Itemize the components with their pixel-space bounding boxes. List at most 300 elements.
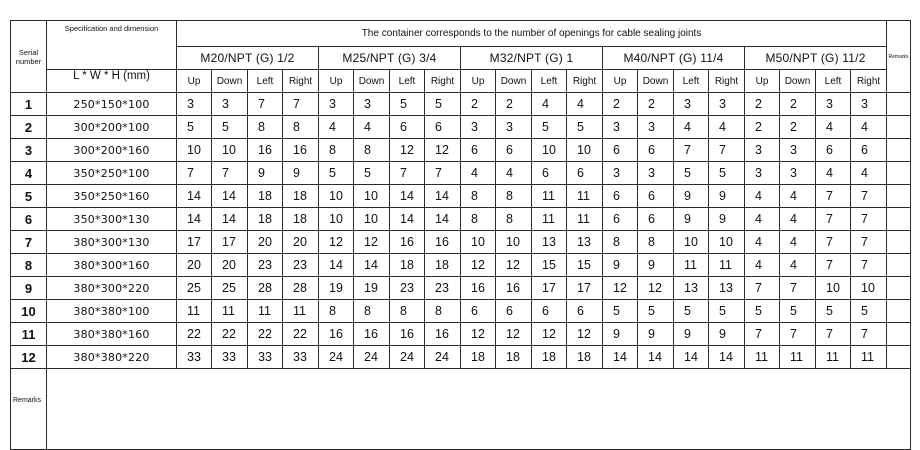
opening-count-cell: 10 xyxy=(461,231,496,254)
opening-count-cell: 14 xyxy=(709,346,745,369)
opening-count-cell: 6 xyxy=(496,139,532,162)
opening-count-cell: 6 xyxy=(532,162,567,185)
thread-size-header: M25/NPT (G) 3/4 xyxy=(319,47,461,70)
opening-count-cell: 11 xyxy=(212,300,248,323)
opening-count-cell: 4 xyxy=(816,116,851,139)
header-row-directions xyxy=(11,70,911,93)
opening-count-cell: 9 xyxy=(248,162,283,185)
opening-count-cell: 5 xyxy=(567,116,603,139)
opening-count-cell: 16 xyxy=(319,323,354,346)
opening-count-cell: 19 xyxy=(354,277,390,300)
opening-count-cell: 8 xyxy=(319,300,354,323)
opening-count-cell: 16 xyxy=(390,231,425,254)
opening-count-cell: 7 xyxy=(780,277,816,300)
opening-count-cell: 7 xyxy=(816,231,851,254)
opening-count-cell: 12 xyxy=(461,323,496,346)
opening-count-cell: 3 xyxy=(638,162,674,185)
opening-count-cell: 12 xyxy=(496,323,532,346)
row-remarks-cell xyxy=(887,277,911,300)
serial-cell: 7 xyxy=(11,231,47,254)
opening-count-cell: 33 xyxy=(212,346,248,369)
remarks-column-header: Remarks xyxy=(887,21,911,93)
opening-count-cell: 2 xyxy=(496,93,532,116)
lwh-header: L * W * H (mm) xyxy=(47,70,177,93)
opening-count-cell: 19 xyxy=(319,277,354,300)
opening-count-cell: 7 xyxy=(816,254,851,277)
opening-count-cell: 14 xyxy=(212,208,248,231)
opening-count-cell: 4 xyxy=(319,116,354,139)
opening-count-cell: 3 xyxy=(603,162,638,185)
opening-count-cell: 4 xyxy=(816,162,851,185)
opening-count-cell: 5 xyxy=(354,162,390,185)
direction-header-down: Down xyxy=(354,70,390,93)
opening-count-cell: 7 xyxy=(283,93,319,116)
opening-count-cell: 4 xyxy=(851,116,887,139)
opening-count-cell: 8 xyxy=(354,139,390,162)
opening-count-cell: 5 xyxy=(532,116,567,139)
header-row-title xyxy=(11,21,911,47)
opening-count-cell: 7 xyxy=(425,162,461,185)
opening-count-cell: 18 xyxy=(425,254,461,277)
dimension-cell: 250*150*100 xyxy=(47,93,177,116)
opening-count-cell: 23 xyxy=(283,254,319,277)
opening-count-cell: 8 xyxy=(638,231,674,254)
opening-count-cell: 10 xyxy=(212,139,248,162)
direction-header-up: Up xyxy=(177,70,212,93)
opening-count-cell: 12 xyxy=(603,277,638,300)
opening-count-cell: 6 xyxy=(567,162,603,185)
opening-count-cell: 4 xyxy=(745,185,780,208)
direction-header-right: Right xyxy=(283,70,319,93)
row-remarks-cell xyxy=(887,346,911,369)
opening-count-cell: 3 xyxy=(709,93,745,116)
direction-header-right: Right xyxy=(709,70,745,93)
thread-size-header: M50/NPT (G) 11/2 xyxy=(745,47,887,70)
opening-count-cell: 14 xyxy=(212,185,248,208)
opening-count-cell: 12 xyxy=(354,231,390,254)
opening-count-cell: 23 xyxy=(425,277,461,300)
direction-header-right: Right xyxy=(851,70,887,93)
opening-count-cell: 9 xyxy=(638,254,674,277)
opening-count-cell: 4 xyxy=(674,116,709,139)
opening-count-cell: 3 xyxy=(461,116,496,139)
opening-count-cell: 6 xyxy=(603,185,638,208)
row-remarks-cell xyxy=(887,139,911,162)
opening-count-cell: 13 xyxy=(567,231,603,254)
specification-label: Specification and dimension xyxy=(64,24,159,33)
opening-count-cell: 4 xyxy=(780,208,816,231)
opening-count-cell: 24 xyxy=(390,346,425,369)
opening-count-cell: 15 xyxy=(567,254,603,277)
opening-count-cell: 18 xyxy=(567,346,603,369)
dimension-cell: 380*380*160 xyxy=(47,323,177,346)
opening-count-cell: 7 xyxy=(390,162,425,185)
thread-size-header: M40/NPT (G) 11/4 xyxy=(603,47,745,70)
opening-count-cell: 8 xyxy=(496,185,532,208)
opening-count-cell: 20 xyxy=(248,231,283,254)
direction-header-left: Left xyxy=(390,70,425,93)
opening-count-cell: 13 xyxy=(532,231,567,254)
table-row xyxy=(11,208,911,231)
opening-count-cell: 12 xyxy=(638,277,674,300)
opening-count-cell: 17 xyxy=(532,277,567,300)
serial-cell: 9 xyxy=(11,277,47,300)
openings-title: The container corresponds to the number of openings for cable sealing joints xyxy=(177,21,887,47)
direction-header-left: Left xyxy=(532,70,567,93)
opening-count-cell: 7 xyxy=(851,323,887,346)
opening-count-cell: 4 xyxy=(532,93,567,116)
opening-count-cell: 8 xyxy=(461,208,496,231)
opening-count-cell: 9 xyxy=(638,323,674,346)
opening-count-cell: 16 xyxy=(248,139,283,162)
opening-count-cell: 10 xyxy=(816,277,851,300)
opening-count-cell: 12 xyxy=(461,254,496,277)
opening-count-cell: 14 xyxy=(674,346,709,369)
table-row xyxy=(11,277,911,300)
opening-count-cell: 6 xyxy=(603,208,638,231)
opening-count-cell: 16 xyxy=(425,323,461,346)
opening-count-cell: 3 xyxy=(745,162,780,185)
opening-count-cell: 14 xyxy=(390,185,425,208)
opening-count-cell: 6 xyxy=(496,300,532,323)
opening-count-cell: 5 xyxy=(177,116,212,139)
opening-count-cell: 3 xyxy=(319,93,354,116)
direction-header-down: Down xyxy=(780,70,816,93)
opening-count-cell: 11 xyxy=(567,208,603,231)
opening-count-cell: 9 xyxy=(603,254,638,277)
opening-count-cell: 12 xyxy=(319,231,354,254)
opening-count-cell: 6 xyxy=(851,139,887,162)
opening-count-cell: 11 xyxy=(177,300,212,323)
opening-count-cell: 3 xyxy=(354,93,390,116)
opening-count-cell: 23 xyxy=(248,254,283,277)
opening-count-cell: 2 xyxy=(603,93,638,116)
opening-count-cell: 7 xyxy=(709,139,745,162)
opening-count-cell: 14 xyxy=(638,346,674,369)
opening-count-cell: 7 xyxy=(212,162,248,185)
opening-count-cell: 4 xyxy=(780,185,816,208)
opening-count-cell: 17 xyxy=(212,231,248,254)
opening-count-cell: 11 xyxy=(745,346,780,369)
opening-count-cell: 5 xyxy=(709,162,745,185)
table-row xyxy=(11,300,911,323)
opening-count-cell: 6 xyxy=(461,139,496,162)
opening-count-cell: 25 xyxy=(177,277,212,300)
opening-count-cell: 7 xyxy=(851,254,887,277)
opening-count-cell: 11 xyxy=(567,185,603,208)
direction-header-down: Down xyxy=(638,70,674,93)
opening-count-cell: 10 xyxy=(709,231,745,254)
opening-count-cell: 6 xyxy=(816,139,851,162)
opening-count-cell: 5 xyxy=(603,300,638,323)
opening-count-cell: 10 xyxy=(319,185,354,208)
direction-header-left: Left xyxy=(674,70,709,93)
dimension-cell: 350*300*130 xyxy=(47,208,177,231)
opening-count-cell: 4 xyxy=(745,208,780,231)
opening-count-cell: 14 xyxy=(177,208,212,231)
opening-count-cell: 4 xyxy=(780,231,816,254)
opening-count-cell: 4 xyxy=(709,116,745,139)
row-remarks-cell xyxy=(887,208,911,231)
table-row xyxy=(11,323,911,346)
opening-count-cell: 3 xyxy=(212,93,248,116)
cable-gland-opening-table xyxy=(10,20,911,450)
opening-count-cell: 22 xyxy=(248,323,283,346)
opening-count-cell: 7 xyxy=(816,323,851,346)
opening-count-cell: 5 xyxy=(638,300,674,323)
opening-count-cell: 11 xyxy=(816,346,851,369)
opening-count-cell: 13 xyxy=(709,277,745,300)
remarks-row xyxy=(11,369,911,450)
direction-header-up: Up xyxy=(603,70,638,93)
opening-count-cell: 17 xyxy=(177,231,212,254)
opening-count-cell: 24 xyxy=(354,346,390,369)
opening-count-cell: 11 xyxy=(532,185,567,208)
opening-count-cell: 3 xyxy=(780,162,816,185)
opening-count-cell: 8 xyxy=(248,116,283,139)
table-row xyxy=(11,116,911,139)
opening-count-cell: 11 xyxy=(674,254,709,277)
opening-count-cell: 9 xyxy=(709,185,745,208)
opening-count-cell: 8 xyxy=(319,139,354,162)
row-remarks-cell xyxy=(887,254,911,277)
serial-cell: 2 xyxy=(11,116,47,139)
opening-count-cell: 18 xyxy=(283,185,319,208)
opening-count-cell: 14 xyxy=(603,346,638,369)
direction-header-right: Right xyxy=(567,70,603,93)
opening-count-cell: 11 xyxy=(283,300,319,323)
opening-count-cell: 12 xyxy=(532,323,567,346)
opening-count-cell: 5 xyxy=(780,300,816,323)
opening-count-cell: 16 xyxy=(461,277,496,300)
opening-count-cell: 7 xyxy=(248,93,283,116)
opening-count-cell: 2 xyxy=(780,116,816,139)
opening-count-cell: 2 xyxy=(461,93,496,116)
opening-count-cell: 7 xyxy=(816,185,851,208)
direction-header-down: Down xyxy=(496,70,532,93)
table-row xyxy=(11,162,911,185)
opening-count-cell: 18 xyxy=(248,208,283,231)
opening-count-cell: 5 xyxy=(390,93,425,116)
opening-count-cell: 22 xyxy=(283,323,319,346)
opening-count-cell: 8 xyxy=(425,300,461,323)
opening-count-cell: 10 xyxy=(496,231,532,254)
opening-count-cell: 10 xyxy=(177,139,212,162)
opening-count-cell: 6 xyxy=(390,116,425,139)
opening-count-cell: 9 xyxy=(709,323,745,346)
opening-count-cell: 8 xyxy=(603,231,638,254)
opening-count-cell: 20 xyxy=(283,231,319,254)
opening-count-cell: 5 xyxy=(674,300,709,323)
opening-count-cell: 4 xyxy=(745,231,780,254)
opening-count-cell: 16 xyxy=(283,139,319,162)
opening-count-cell: 4 xyxy=(461,162,496,185)
opening-count-cell: 9 xyxy=(283,162,319,185)
opening-count-cell: 8 xyxy=(390,300,425,323)
opening-count-cell: 4 xyxy=(354,116,390,139)
specification-header xyxy=(47,21,177,70)
serial-cell: 8 xyxy=(11,254,47,277)
opening-count-cell: 7 xyxy=(851,231,887,254)
direction-header-left: Left xyxy=(248,70,283,93)
dimension-cell: 350*250*160 xyxy=(47,185,177,208)
opening-count-cell: 16 xyxy=(390,323,425,346)
opening-count-cell: 33 xyxy=(177,346,212,369)
direction-header-down: Down xyxy=(212,70,248,93)
opening-count-cell: 10 xyxy=(319,208,354,231)
opening-count-cell: 7 xyxy=(851,208,887,231)
opening-count-cell: 2 xyxy=(745,93,780,116)
opening-count-cell: 12 xyxy=(567,323,603,346)
opening-count-cell: 9 xyxy=(674,185,709,208)
serial-cell: 4 xyxy=(11,162,47,185)
opening-count-cell: 8 xyxy=(496,208,532,231)
thread-size-header: M20/NPT (G) 1/2 xyxy=(177,47,319,70)
serial-cell: 10 xyxy=(11,300,47,323)
opening-count-cell: 11 xyxy=(248,300,283,323)
opening-count-cell: 3 xyxy=(496,116,532,139)
opening-count-cell: 12 xyxy=(390,139,425,162)
opening-count-cell: 15 xyxy=(532,254,567,277)
row-remarks-cell xyxy=(887,185,911,208)
opening-count-cell: 6 xyxy=(461,300,496,323)
opening-count-cell: 12 xyxy=(425,139,461,162)
opening-count-cell: 2 xyxy=(780,93,816,116)
serial-number-label: Serial number xyxy=(15,47,42,66)
opening-count-cell: 5 xyxy=(212,116,248,139)
row-remarks-cell xyxy=(887,300,911,323)
opening-count-cell: 4 xyxy=(496,162,532,185)
opening-count-cell: 14 xyxy=(390,208,425,231)
table-row xyxy=(11,139,911,162)
opening-count-cell: 5 xyxy=(851,300,887,323)
opening-count-cell: 28 xyxy=(248,277,283,300)
opening-count-cell: 9 xyxy=(674,323,709,346)
serial-cell: 5 xyxy=(11,185,47,208)
table-row xyxy=(11,254,911,277)
opening-count-cell: 18 xyxy=(390,254,425,277)
opening-count-cell: 6 xyxy=(638,139,674,162)
opening-count-cell: 6 xyxy=(532,300,567,323)
opening-count-cell: 12 xyxy=(496,254,532,277)
opening-count-cell: 14 xyxy=(425,185,461,208)
row-remarks-cell xyxy=(887,162,911,185)
dimension-cell: 380*300*220 xyxy=(47,277,177,300)
opening-count-cell: 33 xyxy=(283,346,319,369)
opening-count-cell: 24 xyxy=(319,346,354,369)
opening-count-cell: 17 xyxy=(567,277,603,300)
dimension-cell: 380*300*160 xyxy=(47,254,177,277)
opening-count-cell: 3 xyxy=(603,116,638,139)
opening-count-cell: 18 xyxy=(532,346,567,369)
opening-count-cell: 11 xyxy=(709,254,745,277)
opening-count-cell: 7 xyxy=(780,323,816,346)
table-row xyxy=(11,231,911,254)
opening-count-cell: 23 xyxy=(390,277,425,300)
opening-count-cell: 8 xyxy=(283,116,319,139)
opening-count-cell: 16 xyxy=(354,323,390,346)
opening-count-cell: 7 xyxy=(177,162,212,185)
dimension-cell: 300*200*100 xyxy=(47,116,177,139)
opening-count-cell: 18 xyxy=(461,346,496,369)
serial-cell: 3 xyxy=(11,139,47,162)
opening-count-cell: 6 xyxy=(638,185,674,208)
row-remarks-cell xyxy=(887,323,911,346)
opening-count-cell: 3 xyxy=(851,93,887,116)
opening-count-cell: 10 xyxy=(674,231,709,254)
opening-count-cell: 11 xyxy=(851,346,887,369)
opening-count-cell: 6 xyxy=(567,300,603,323)
opening-count-cell: 5 xyxy=(816,300,851,323)
serial-number-header xyxy=(11,21,47,93)
direction-header-right: Right xyxy=(425,70,461,93)
opening-count-cell: 28 xyxy=(283,277,319,300)
serial-cell: 11 xyxy=(11,323,47,346)
opening-count-cell: 5 xyxy=(674,162,709,185)
opening-count-cell: 14 xyxy=(177,185,212,208)
opening-count-cell: 33 xyxy=(248,346,283,369)
opening-count-cell: 14 xyxy=(354,254,390,277)
opening-count-cell: 3 xyxy=(177,93,212,116)
opening-count-cell: 9 xyxy=(709,208,745,231)
opening-count-cell: 7 xyxy=(745,323,780,346)
opening-count-cell: 22 xyxy=(177,323,212,346)
opening-count-cell: 18 xyxy=(283,208,319,231)
row-remarks-cell xyxy=(887,116,911,139)
opening-count-cell: 7 xyxy=(851,185,887,208)
row-remarks-cell xyxy=(887,93,911,116)
opening-count-cell: 14 xyxy=(425,208,461,231)
opening-count-cell: 25 xyxy=(212,277,248,300)
opening-count-cell: 11 xyxy=(780,346,816,369)
opening-count-cell: 20 xyxy=(177,254,212,277)
table-row xyxy=(11,346,911,369)
direction-header-up: Up xyxy=(319,70,354,93)
opening-count-cell: 5 xyxy=(319,162,354,185)
dimension-cell: 380*380*100 xyxy=(47,300,177,323)
opening-count-cell: 8 xyxy=(461,185,496,208)
opening-count-cell: 8 xyxy=(354,300,390,323)
opening-count-cell: 10 xyxy=(851,277,887,300)
opening-count-cell: 10 xyxy=(567,139,603,162)
opening-count-cell: 4 xyxy=(851,162,887,185)
thread-size-header: M32/NPT (G) 1 xyxy=(461,47,603,70)
table-row xyxy=(11,185,911,208)
table-row xyxy=(11,93,911,116)
dimension-cell: 350*250*100 xyxy=(47,162,177,185)
opening-count-cell: 18 xyxy=(248,185,283,208)
direction-header-left: Left xyxy=(816,70,851,93)
opening-count-cell: 7 xyxy=(816,208,851,231)
opening-count-cell: 3 xyxy=(816,93,851,116)
remarks-content xyxy=(47,369,911,450)
opening-count-cell: 5 xyxy=(745,300,780,323)
dimension-cell: 380*300*130 xyxy=(47,231,177,254)
opening-count-cell: 10 xyxy=(354,185,390,208)
opening-count-cell: 20 xyxy=(212,254,248,277)
opening-count-cell: 2 xyxy=(638,93,674,116)
opening-count-cell: 18 xyxy=(496,346,532,369)
opening-count-cell: 5 xyxy=(425,93,461,116)
opening-count-cell: 11 xyxy=(532,208,567,231)
opening-count-cell: 5 xyxy=(709,300,745,323)
opening-count-cell: 6 xyxy=(425,116,461,139)
opening-count-cell: 10 xyxy=(532,139,567,162)
opening-count-cell: 3 xyxy=(638,116,674,139)
serial-cell: 12 xyxy=(11,346,47,369)
opening-count-cell: 3 xyxy=(745,139,780,162)
opening-count-cell: 3 xyxy=(780,139,816,162)
